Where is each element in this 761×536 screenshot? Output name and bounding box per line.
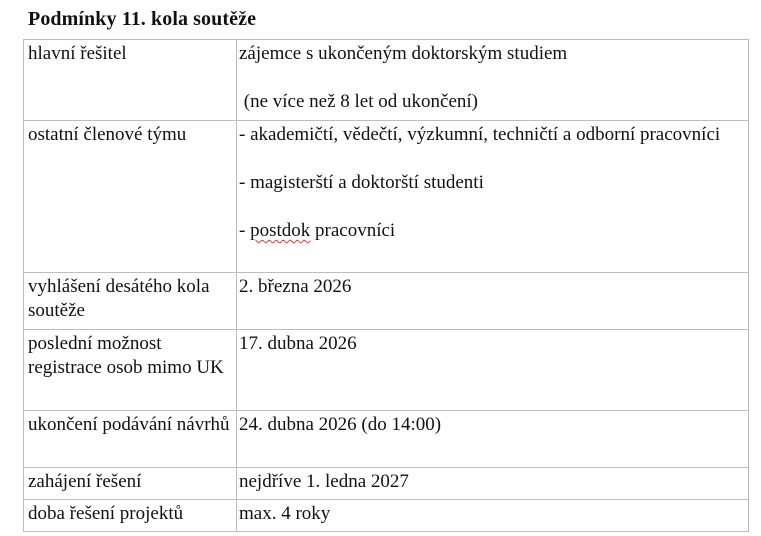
- row-value: [237, 411, 748, 467]
- table-row: [24, 120, 748, 272]
- spellcheck-marked-word[interactable]: postdok: [250, 220, 311, 241]
- table-row: [24, 40, 748, 120]
- row-value: [237, 500, 748, 531]
- row-value: [237, 330, 748, 410]
- table-row: [24, 410, 748, 467]
- value-line-suffix: pracovníci: [310, 220, 396, 241]
- table-row: [24, 272, 748, 329]
- row-value: [237, 121, 748, 272]
- conditions-table: [23, 39, 749, 532]
- row-label: vyhlášení desátého kola soutěže: [24, 273, 237, 329]
- row-label: zahájení řešení: [24, 468, 237, 499]
- value-line: 2. března 2026: [239, 276, 352, 297]
- value-line: - akademičtí, vědečtí, výzkumní, techničtí a odborní pracovníci: [239, 124, 721, 145]
- value-line: (ne více než 8 let od ukončení): [239, 91, 478, 112]
- value-line: max. 4 roky: [239, 503, 331, 524]
- value-line: nejdříve 1. ledna 2027: [239, 471, 409, 492]
- value-line: [239, 219, 742, 243]
- value-line: 24. dubna 2026 (do 14:00): [239, 414, 442, 435]
- row-label: ukončení podávání návrhů: [24, 411, 237, 467]
- page-title: Podmínky 11. kola soutěže: [28, 8, 257, 30]
- value-line: - magisterští a doktorští studenti: [239, 172, 484, 193]
- row-label: doba řešení projektů: [24, 500, 237, 531]
- row-value: [237, 273, 748, 329]
- value-line: zájemce s ukončeným doktorským studiem: [239, 43, 568, 64]
- value-line-prefix: -: [239, 220, 251, 241]
- row-value: [237, 40, 748, 120]
- row-label: poslední možnost registrace osob mimo UK: [24, 330, 237, 410]
- row-label: hlavní řešitel: [24, 40, 237, 120]
- row-label: ostatní členové týmu: [24, 121, 237, 272]
- table-row: [24, 499, 748, 531]
- row-value: [237, 468, 748, 499]
- table-row: [24, 329, 748, 410]
- table-row: [24, 467, 748, 499]
- value-line: 17. dubna 2026: [239, 333, 357, 354]
